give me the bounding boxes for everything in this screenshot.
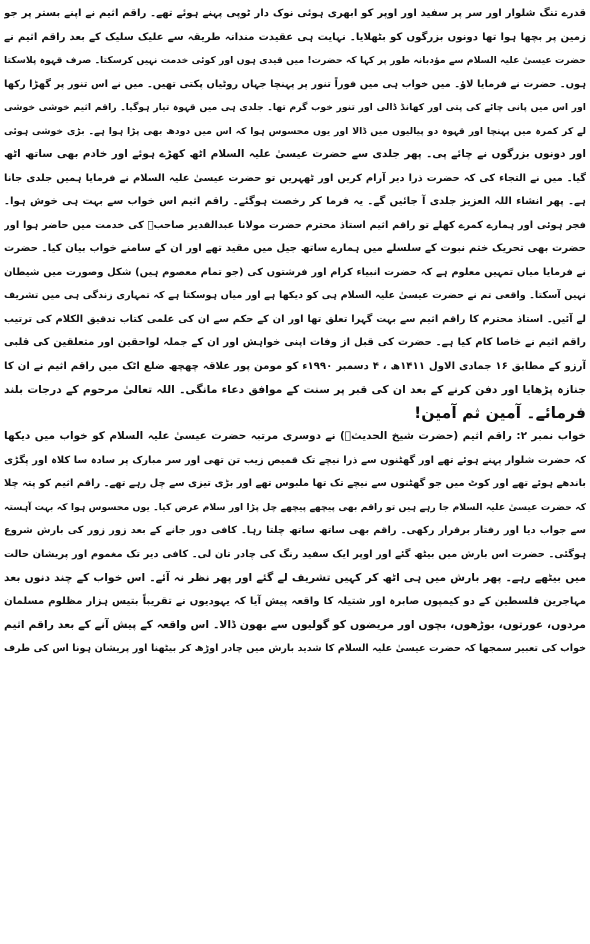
text-line: میں بیٹھے رہے۔ پھر بارش میں ہی اٹھ کر کہیں تشریف لے گئے اور پھر نظر نہ آئے۔ اس خواب کے چند دنوں بعد (4, 571, 586, 584)
text-line: ہوگئی۔ حضرت اس بارش میں بیٹھ گئے اور اوپر ایک سفید رنگ کی چادر تان لی۔ کافی دیر تک مغموم اور پریشان حالت (4, 548, 586, 560)
text-line: جنازہ پڑھایا اور دفن کرنے کے بعد ان کی قبر پر سنت کے موافق دعاء مانگی۔ اللہ تعالیٰ مرحوم کے درجات بلند (4, 383, 586, 396)
text-line: کہ حضرت شلوار پہنے ہوئے تھے اور گھٹنوں سے ذرا نیچے تک قمیص زیب تن تھی اور سر مبارک پر سادہ سا کلاہ اور پگڑی (4, 454, 586, 466)
text-line: فجر ہوئی اور ہمارے کمرے کھلے تو راقم اثیم استاذ محترم حضرت مولانا عبدالقدیر صاحبؒ کی خدمت میں حاضر ہوا اور (4, 219, 586, 231)
text-line: حضرت عیسیٰ علیہ السلام سے مؤدبانہ طور پر کہا کہ حضرت! میں قیدی ہوں اور کوئی خدمت نہیں کرسکتا۔ صرف قہوہ پلاسکتا (4, 55, 586, 66)
text-line: گیا۔ میں نے التجاء کی کہ حضرت ذرا دیر آرام کریں اور ٹھہریں تو حضرت عیسیٰ علیہ السلام نے فرمایا ہمیں جلدی جانا (4, 172, 586, 184)
text-line: مردوں، عورتوں، بوڑھوں، بچوں اور مریضوں کو گولیوں سے بھون ڈالا۔ اس واقعہ کے پیش آنے کے بعد راقم اثیم (4, 618, 586, 631)
text-line: فرمائے۔ آمین ثم آمین! (414, 403, 586, 422)
document-body (4, 2, 586, 660)
text-line: سے جواب دیا اور رفتار برقرار رکھی۔ راقم بھی ساتھ ساتھ چلتا رہا۔ کافی دور جانے کے بعد زور زور کی بارش شروع (4, 525, 586, 536)
text-line: نے فرمایا میاں تمہیں معلوم ہے کہ حضرت انبیاء کرام اور فرشتوں کی (جو تمام معصوم ہیں) شکل وصورت میں شیطان (4, 266, 586, 278)
text-line: حضرت بھی تحریک ختم نبوت کے سلسلے میں ہمارے ساتھ جیل میں مقید تھے اور ان کے سامنے خواب بیان کیا۔ حضرت (4, 243, 586, 254)
text-line: مہاجرین فلسطین کے دو کیمپوں صابرہ اور شتیلہ کا واقعہ پیش آیا کہ یہودیوں نے تقریباً بتیس ہزار مظلوم مسلمان (4, 595, 586, 607)
text-line: لے آئیں۔ استاذ محترم کا راقم اثیم سے بہت گہرا تعلق تھا اور ان کے حکم سے ان کی علمی کتاب تدقیق الکلام کی ترتیب (4, 313, 586, 325)
text-line: کہ حضرت عیسیٰ علیہ السلام جا رہے ہیں تو راقم بھی پیچھے پیچھے چل پڑا اور سلام عرض کیا۔ یوں محسوس ہوا کہ بہت آہستہ (4, 501, 586, 513)
text-line: آرزو کے مطابق ۱۶ جمادی الاول ۱۴۱۱ھ ، ۴ دسمبر ۱۹۹۰ء کو مومن پور علاقہ چھچھ ضلع اٹک میں راقم اثیم نے ان کا (4, 360, 586, 372)
text-line: نہیں آسکتا۔ واقعی تم نے حضرت عیسیٰ علیہ السلام ہی کو دیکھا ہے اور میاں ہوسکتا ہے کہ تمہاری زندگی ہی میں تشریف (4, 290, 586, 301)
text-line: اور دونوں بزرگوں نے چائے پی۔ پھر جلدی سے حضرت عیسیٰ علیہ السلام اٹھ کھڑے ہوئے اور خادم بھی ساتھ اٹھ (4, 148, 586, 160)
text-line: ہے۔ پھر انشاء اللہ العزیز جلدی آ جائیں گے۔ یہ فرما کر رخصت ہوگئے۔ راقم اثیم اس خواب سے بہت ہی خوش ہوا۔ (4, 196, 586, 207)
text-line: ہوں۔ حضرت نے فرمایا لاؤ۔ میں خواب ہی میں فوراً تنور پر پہنچا جہاں روٹیاں پکتی تھیں۔ میں نے اس تنور پر گھڑا رکھا (4, 78, 586, 90)
text-line: لے کر کمرہ میں پہنچا اور قہوہ دو پیالیوں میں ڈالا اور یوں محسوس ہوا کہ اس میں دودھ بھی پڑا ہوا ہے۔ بڑی خوشی ہوئی (4, 125, 586, 137)
text-line: قدرے تنگ شلوار اور سر پر سفید اور اوپر کو ابھری ہوئی نوک دار ٹوپی پہنے ہوئے تھے۔ راقم اثیم نے اپنے بستر پر جو (4, 8, 586, 19)
text-line: خواب نمبر ۲: راقم اثیم (حضرت شیخ الحدیثؒ) نے دوسری مرتبہ حضرت عیسیٰ علیہ السلام کو خواب میں دیکھا (4, 430, 586, 442)
paragraph-1 (4, 2, 586, 425)
text-line: راقم اثیم نے خاصا کام کیا ہے۔ حضرت کی قبل از وفات اپنی خواہش اور ان کے جملہ لواحقین اور متعلقین کی قلبی (4, 337, 586, 348)
text-line: باندھے ہوئے تھے اور کوٹ میں جو گھٹنوں سے نیچے تک تھا ملبوس تھے اور بڑی تیزی سے چل رہے تھے۔ راقم اثیم کو پتہ چلا (4, 478, 586, 489)
text-line: زمین پر بچھا ہوا تھا دونوں بزرگوں کو بٹھلایا۔ نہایت ہی عقیدت مندانہ طریقہ سے علیک سلیک کے بعد راقم اثیم نے (4, 31, 586, 43)
text-line: اور اس میں پانی چائے کی پتی اور کھانڈ ڈالی اور تنور خوب گرم تھا۔ جلدی ہی میں قہوہ تیار ہوگیا۔ راقم اثیم خوشی خوشی (4, 102, 586, 113)
paragraph-2 (4, 425, 586, 660)
text-line: خواب کی تعبیر سمجھا کہ حضرت عیسیٰ علیہ السلام کا شدید بارش میں چادر اوڑھ کر بیٹھنا اور پریشان ہونا اس کی طرف (4, 642, 586, 654)
